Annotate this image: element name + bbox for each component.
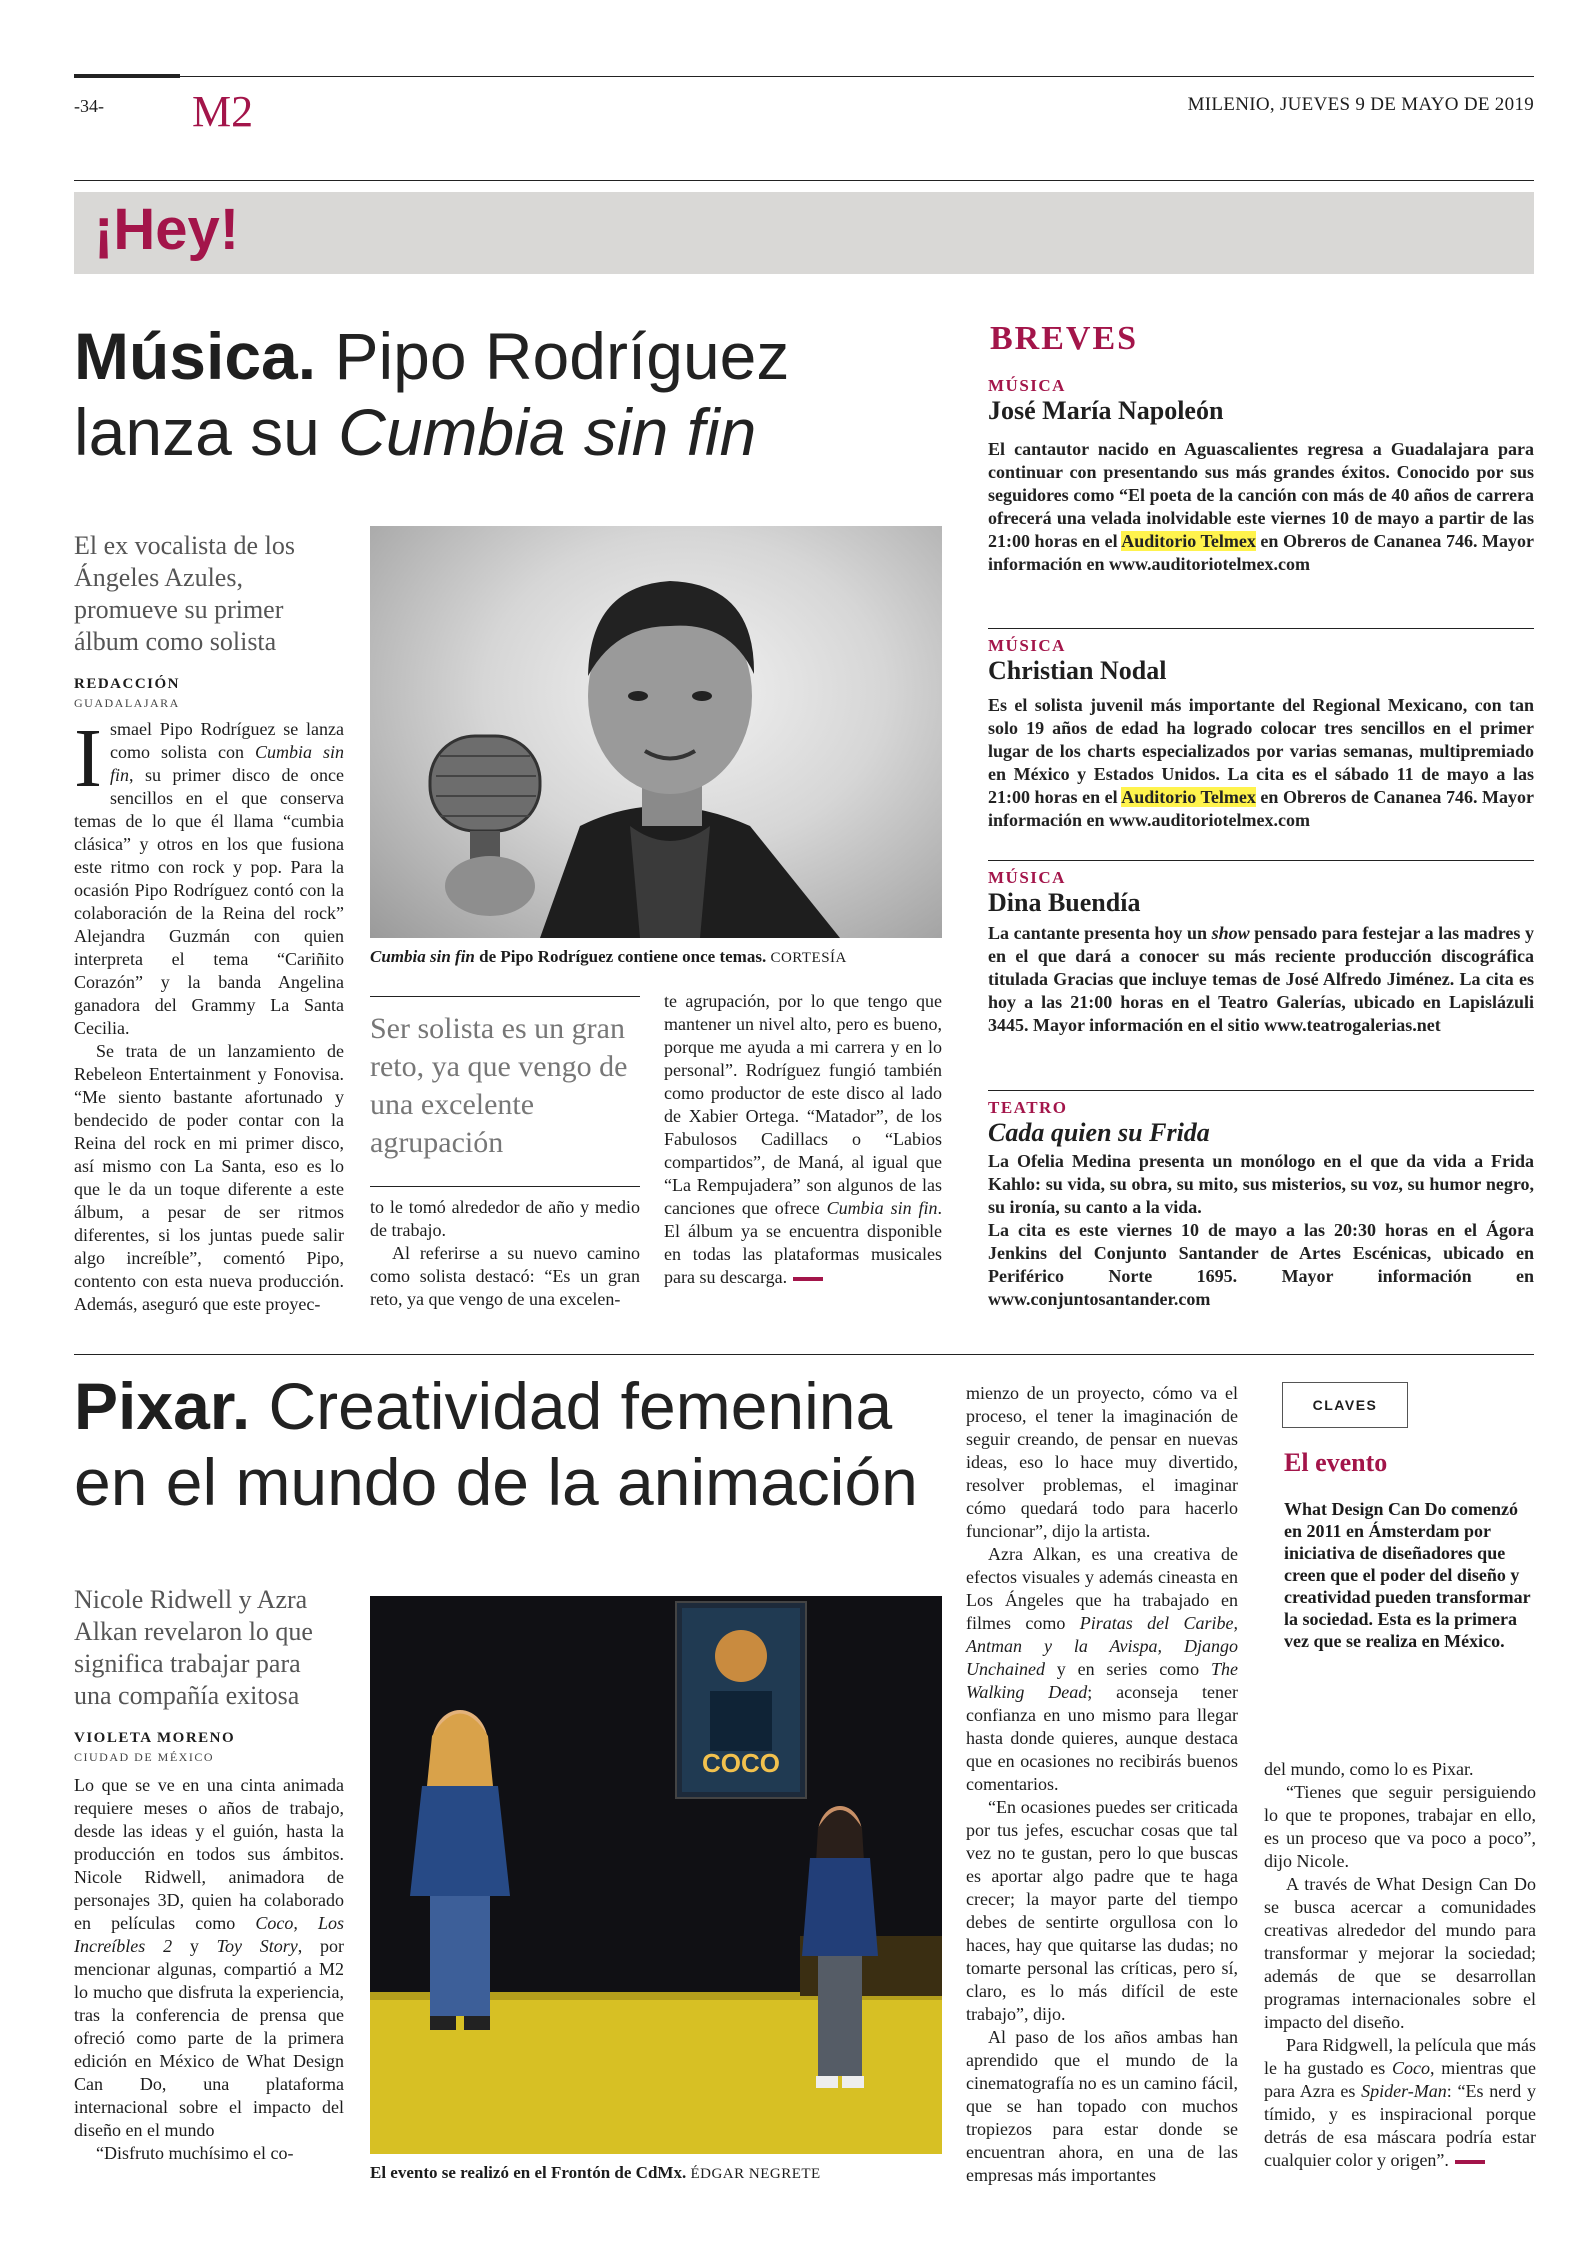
article2-col1 [74, 1774, 344, 2165]
brief-body-b: pensado para festejar a las madres y en el que dará a conocer su más reciente producción discográfica titulada Gracias que incluye temas de José Alfredo Jiménez. La cita es hoy a las 21:00 horas en el Teatro Galerías, ubicado en Lapislázuli 3445. Mayor información en el sitio www.teatrogalerias.net [988, 923, 1534, 1035]
brief-divider-1 [988, 628, 1534, 629]
brief-body-b: en Obreros de Cananea 746. Mayor información en www.auditoriotelmex.com [988, 787, 1535, 830]
brief-title: Dina Buendía [988, 888, 1141, 917]
article2-col4-p3: A través de What Design Can Do se busca acercar a comunidades creativas alrededor del mundo para transformar y mejorar la sociedad; además de que se desarrollan programas internacionales sobre el impacto del diseño. [1264, 1874, 1536, 2032]
article1-col1-p1b: , su primer disco de once sencillos en el que conserva temas de lo que él llama “cumbia clásica” y otros en los que fusiona este ritmo con rock y pop. Para la ocasión Pipo Rodríguez contó con la colaboración de la Reina del rock” Alejandra Guzmán con quien interpreta el tema “Cariñito Corazón” y la banda Angelina ganadora del Grammy La Santa Cecilia. [74, 765, 344, 1038]
article2-col4-p4c: : “Es nerd y tímido, y es inspiracional porque detrás de esa máscara podría estar cualquier color y origen”. [1264, 2081, 1536, 2170]
claves-box: CLAVES [1282, 1382, 1408, 1428]
article1-byplace: GUADALAJARA [74, 696, 180, 710]
article1-col3-p1-em: Cumbia sin fin [826, 1198, 938, 1218]
article2-col3-p1: mienzo de un proyecto, cómo va el proceso, el tener la imaginación de seguir creando, de pensar en nuevas ideas, eso lo hace muy divertido, resolver problemas, el imaginar cómo quedará todo para hacerlo funcionar”, dijo la artista. [966, 1383, 1238, 1541]
article1-col3-p1 [664, 990, 942, 1289]
article1-col1-p1 [74, 712, 344, 1040]
pull-quote-rule [370, 996, 640, 997]
brief-label: MÚSICA [988, 868, 1066, 887]
brief-label: MÚSICA [988, 376, 1066, 395]
article1-photo [370, 526, 942, 938]
brief-body [988, 694, 1534, 832]
article1-kicker: Música. [74, 319, 317, 393]
hey-title: ¡Hey! [94, 197, 240, 262]
article1-caption-text: de Pipo Rodríguez contiene once temas. [474, 947, 767, 966]
section-logo: M2 [192, 87, 254, 136]
hey-band [74, 192, 1534, 274]
article2-caption [370, 2162, 950, 2185]
article1-pull-quote: Ser solista es un gran reto, ya que vengo de una excelente agrupación [370, 1012, 628, 1159]
article2-col1-p1c: , por mencionar algunas, compartió a M2 lo mucho que disfruta la experiencia, tras la conferencia de prensa que ofreció como parte de la primera edición en México de What Design Can Do, una plataforma internacional sobre el impacto del diseño en el mundo [74, 1936, 345, 2140]
article1-headline-line1: Pipo Rodríguez [334, 319, 790, 393]
pull-quote-rule-bottom [370, 1186, 640, 1187]
article2-photo [370, 1596, 942, 2154]
article1-headline-line2a: lanza su [74, 395, 339, 469]
brief-body [988, 922, 1534, 1037]
article1-col3 [664, 990, 942, 1289]
brief-divider-2 [988, 860, 1534, 861]
article2-caption-credit: ÉDGAR NEGRETE [690, 2166, 821, 2182]
article2-col1-p1a: Lo que se ve en una cinta animada requiere meses o años de trabajo, desde las ideas y el guión, hasta la producción en todos sus ámbitos. Nicole Ridwell, animadora de personajes 3D, quien ha colaborado en películas como [74, 1775, 344, 1933]
article1-headline-line2b: Cumbia sin fin [338, 395, 757, 469]
article2-col1-p1b: y [172, 1936, 217, 1956]
article2-col3 [966, 1382, 1238, 2187]
article2-col3-p2c: ; aconseja tener confianza en uno mismo para llegar hasta donde quieres, aunque destaca que en ocasiones no recibirás buenos comentarios. [966, 1682, 1238, 1794]
article1-col2-p1: to le tomó alrededor de año y medio de trabajo. [370, 1197, 640, 1240]
article1-col3-p1b: . El álbum ya se encuentra disponible en todas las plataformas musicales para su descarga. [664, 1198, 942, 1287]
article1-caption [370, 946, 950, 969]
article2-caption-text: El evento se realizó en el Frontón de CdMx. [370, 2163, 687, 2182]
brief-title: José María Napoleón [988, 396, 1224, 425]
article2-kicker: Pixar. [74, 1369, 251, 1443]
article1-dropcap: I [74, 712, 102, 805]
article2-col4-p4-em1: Coco [1392, 2058, 1430, 2078]
end-mark [793, 1277, 823, 1281]
article1-headline [74, 318, 974, 470]
article2-headline [74, 1368, 974, 1520]
article2-col1-p1-em2: Toy Story [216, 1936, 298, 1956]
article1-col2 [370, 1196, 640, 1311]
article2-col3-p4: Al paso de los años ambas han aprendido que el mundo de la cinematografía no es un camino fácil, que se han topado con muchos tropiezos para estar donde se encuentran ahora, en una de las empresas más importantes [966, 2027, 1238, 2185]
brief-body-a: El cantautor nacido en Aguascalientes regresa a Guadalajara para continuar con presentando sus más grandes éxitos. Conocido por sus seguidores como “El poeta de la canción con más de 40 años de carrera ofrecerá una velada inolvidable este viernes 10 de mayo a partir de las 21:00 horas en el [988, 439, 1534, 551]
article2-col1-p1-em: Coco, Los Increíbles 2 [74, 1913, 344, 1956]
article2-col4 [1264, 1758, 1536, 2172]
article2-byline: VIOLETA MORENO [74, 1730, 236, 1746]
article2-col3-p2 [966, 1543, 1238, 1796]
poster-text: COCO [702, 1748, 780, 1778]
article1-byline: REDACCIÓN [74, 676, 181, 692]
issue-line: MILENIO, JUEVES 9 DE MAYO DE 2019 [1187, 94, 1534, 115]
end-mark [1455, 2160, 1485, 2164]
article1-col1-p1-em: Cumbia sin fin [109, 742, 344, 785]
brief-body-highlight: Auditorio Telmex [1121, 531, 1256, 551]
article-divider [74, 1354, 1534, 1355]
article1-deck: El ex vocalista de los Ángeles Azules, promueve su primer álbum como solista [74, 531, 295, 656]
brief-item-2 [988, 636, 1534, 832]
brief-body-a: La Ofelia Medina presenta un monólogo en el que da vida a Frida Kahlo: su vida, su obra, su mito, sus misterios, su voz, su humor negro, su ironía, su canto a la vida. [988, 1151, 1534, 1217]
page-number: -34- [74, 96, 104, 116]
header-bottom-rule [74, 180, 1534, 181]
article2-col4-p4a: Para Ridgwell, la película que más le ha gustado es [1264, 2035, 1536, 2078]
article1-col1 [74, 712, 344, 1316]
article2-col4-p4 [1264, 2034, 1536, 2172]
article2-deck: Nicole Ridwell y Azra Alkan revelaron lo que significa trabajar para una compañía exitosa [74, 1585, 313, 1710]
article2-col3-p2-em1: Piratas del Caribe, Antman y la Avispa, Django Unchained [966, 1613, 1239, 1679]
article2-col4-p4-em2: Spider-Man [1361, 2081, 1447, 2101]
article2-col1-p1 [74, 1774, 344, 2142]
stage-illustration [370, 1596, 942, 2154]
brief-item-4 [988, 1098, 1534, 1311]
brief-body-a: Es el solista juvenil más importante del Regional Mexicano, con tan solo 19 años de edad ha logrado colocar tres sencillos en el primer lugar de los charts especializados por varias semanas, multipremiado en México y Estados Unidos. La cita es el sábado 11 de mayo a las 21:00 horas en el [988, 695, 1534, 807]
brief-title: Cada quien su Frida [988, 1118, 1210, 1147]
brief-title: Christian Nodal [988, 656, 1167, 685]
article1-col2-p2: Al referirse a su nuevo camino como solista destacó: “Es un gran reto, ya que vengo de una excelen- [370, 1243, 640, 1309]
article2-headline-line2: en el mundo de la animación [74, 1445, 918, 1519]
breves-title: BREVES [990, 320, 1139, 357]
article2-headline-line1: Creatividad femenina [268, 1369, 893, 1443]
singer-illustration [370, 526, 942, 938]
article2-col1-p2: “Disfruto muchísimo el co- [96, 2143, 294, 2163]
article2-col4-p4b: , mientras que para Azra es [1264, 2058, 1536, 2101]
brief-divider-3 [988, 1090, 1534, 1091]
claves-body: What Design Can Do comenzó en 2011 en Ámsterdam por iniciativa de diseñadores que creen que el poder del diseño y creatividad pueden transformar la sociedad. Esta es la primera vez que se realiza en México. [1284, 1499, 1531, 1651]
top-rule-thick [74, 74, 180, 78]
brief-body-a: La cantante presenta hoy un [988, 923, 1212, 943]
article1-caption-em: Cumbia sin fin [370, 947, 475, 966]
brief-body-b: en Obreros de Cananea 746. Mayor información en www.auditoriotelmex.com [988, 531, 1535, 574]
article2-col3-p2a: Azra Alkan, es una creativa de efectos visuales y además cineasta en Los Ángeles que ha trabajado en filmes como [966, 1544, 1238, 1633]
article2-byplace: CIUDAD DE MÉXICO [74, 1750, 214, 1764]
brief-body-b: La cita es este viernes 10 de mayo a las 20:30 horas en el Ágora Jenkins del Conjunto Santander de Artes Escénicas, ubicado en Periférico Norte 1695. Mayor información en www.conjuntosantander.com [988, 1220, 1534, 1309]
brief-body-highlight: Auditorio Telmex [1121, 787, 1256, 807]
brief-label: MÚSICA [988, 636, 1066, 655]
article2-col4-p1: del mundo, como lo es Pixar. [1264, 1759, 1474, 1779]
top-rule [74, 76, 1534, 77]
brief-item-3 [988, 868, 1534, 1037]
article2-col4-p2: “Tienes que seguir persiguiendo lo que te propones, trabajar en ello, es un proceso que va poco a poco”, dijo Nicole. [1264, 1782, 1536, 1871]
article1-col3-p1a: te agrupación, por lo que tengo que mantener un nivel alto, pero es bueno, porque me ayuda a mi carrera y en lo personal”. Rodríguez fungió también como productor de este disco al lado de Xabier Ortega. “Matador”, de los Fabulosos Cadillacs o “Labios compartidos”, de Maná, al igual que “La Rempujadera” son algunos de las canciones que ofrece [664, 991, 942, 1218]
brief-body [988, 438, 1534, 576]
article2-col3-p2-em2: The Walking Dead [966, 1659, 1238, 1702]
article2-col3-p3: “En ocasiones puedes ser criticada por tus jefes, escuchar cosas que tal vez no te gustan, pero lo que buscas es aportar algo padre que te haga crecer; la mayor parte del tiempo debes de sentirte orgullosa con lo haces, hay que quitarse las dudas; no tomarte personal las críticas, pero sí, claro, es lo más difícil de este trabajo”, dijo. [966, 1797, 1238, 2024]
article1-col1-p1a: smael Pipo Rodríguez se lanza como solista con [109, 719, 344, 762]
claves-title: El evento [1284, 1448, 1388, 1477]
article1-caption-credit: CORTESÍA [770, 950, 847, 966]
brief-label: TEATRO [988, 1098, 1068, 1117]
brief-body-em: show [1211, 923, 1250, 943]
article2-col3-p2b: y en series como [1044, 1659, 1211, 1679]
brief-item-1 [988, 376, 1534, 576]
brief-body [988, 1150, 1534, 1311]
article1-col1-p2: Se trata de un lanzamiento de Rebeleon Entertainment y Fonovisa. “Me siento bastante afortunado y bendecido de poder contar con la Reina del rock en mi primer disco, así mismo con La Santa, eso es lo que le da un toque diferente a este álbum, a pesar de ser ritmos diferentes, si los juntas puede salir algo increíble”, comentó Pipo, contento con esta nueva producción. Además, aseguró que este proyec- [74, 1041, 344, 1314]
